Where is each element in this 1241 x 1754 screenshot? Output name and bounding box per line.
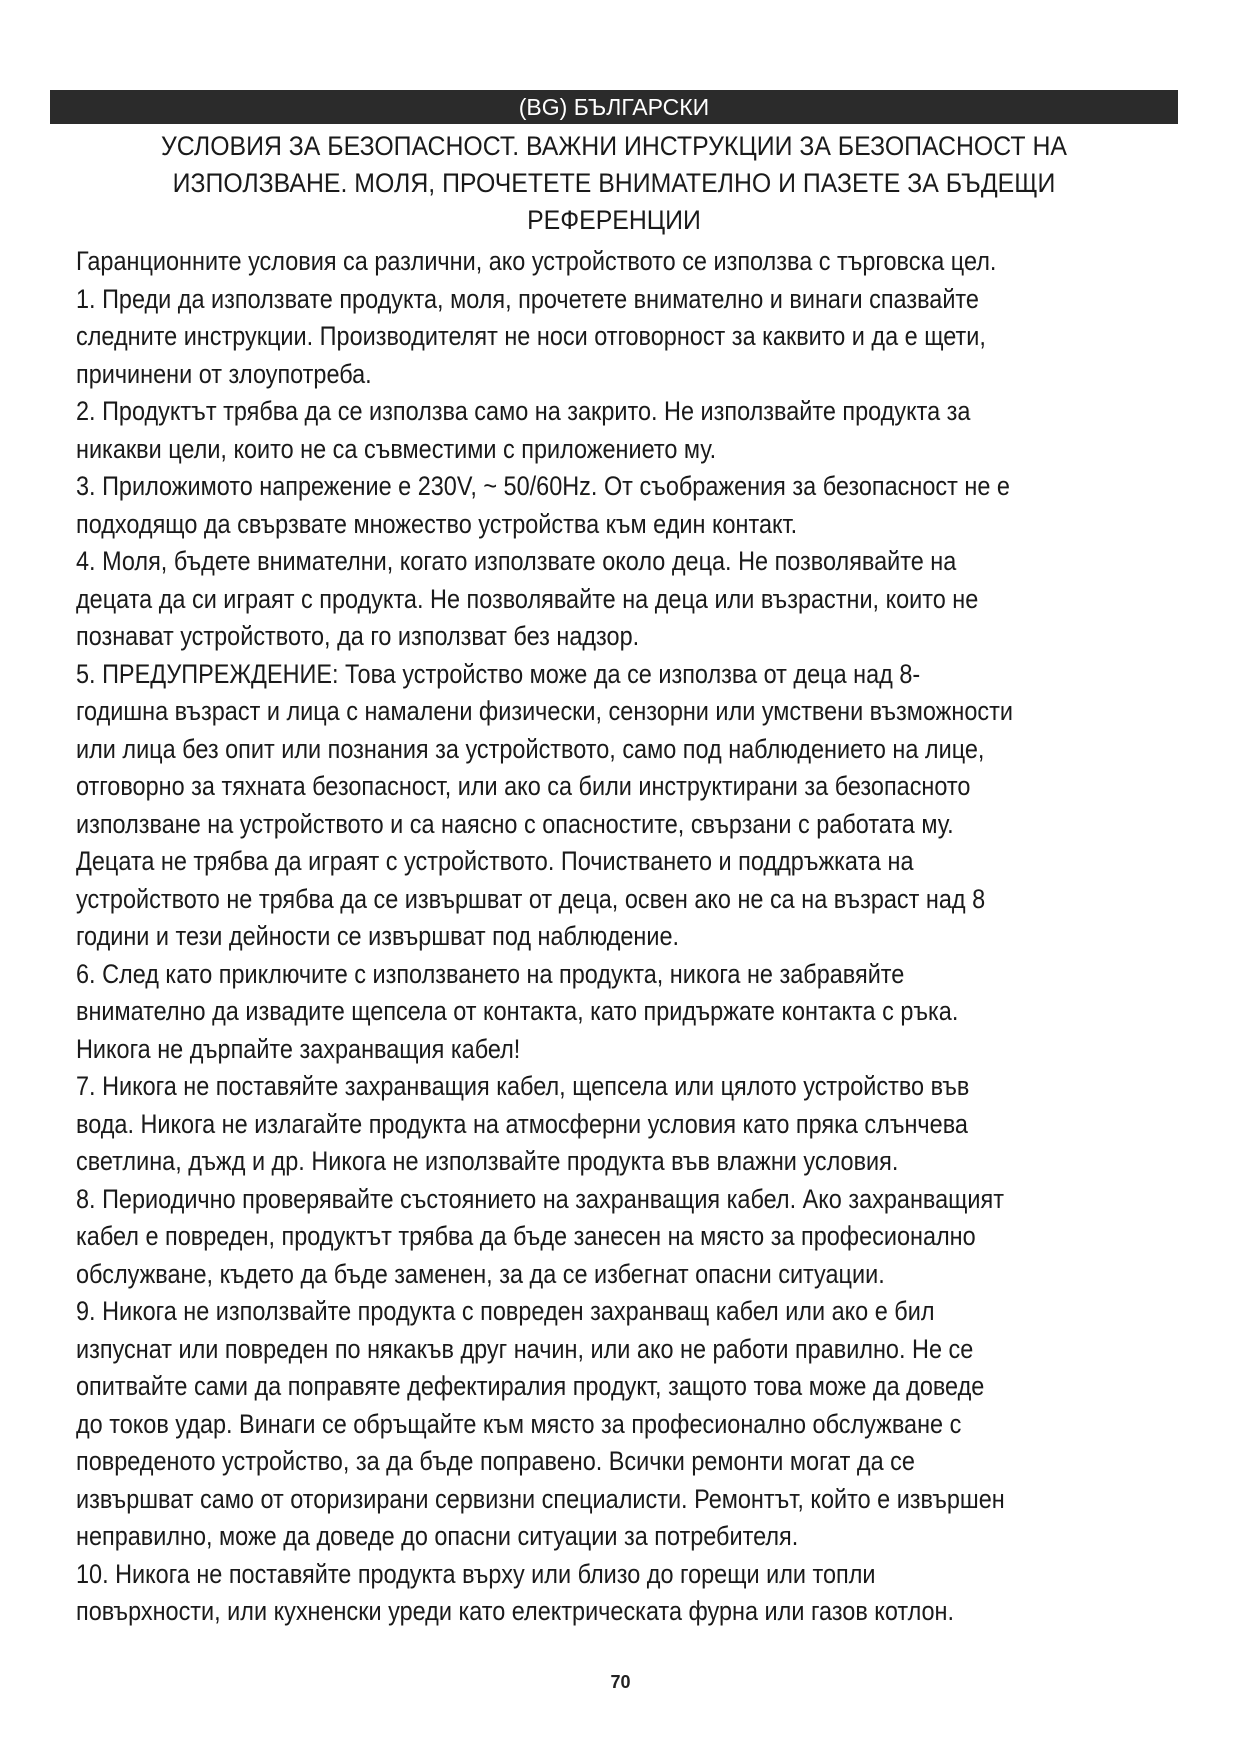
text-line: децата да си играят с продукта. Не позволявайте на деца или възрастни, които не — [76, 583, 979, 614]
text-line: 5. ПРЕДУПРЕЖДЕНИЕ: Това устройство може да се използва от деца над 8- — [76, 658, 921, 689]
text-line: използване на устройството и са наясно с опасностите, свързани с работата му. — [76, 808, 954, 839]
text-line: годишна възраст и лица с намалени физически, сензорни или умствени възможности — [76, 696, 1013, 726]
text-line: причинени от злоупотреба. — [76, 358, 372, 389]
text-line: Никога не дърпайте захранващия кабел! — [76, 1033, 521, 1064]
text-line: 10. Никога не поставяйте продукта върху или близо до горещи или топли — [76, 1558, 876, 1589]
text-line: 8. Периодично проверявайте състоянието на захранващия кабел. Ако захранващият — [76, 1183, 1004, 1214]
text-line: или лица без опит или познания за устройството, само под наблюдението на лице, — [76, 733, 985, 764]
text-line: вода. Никога не излагайте продукта на атмосферни условия като пряка слънчева — [76, 1108, 968, 1139]
page-number: 70 — [610, 1672, 631, 1692]
text-line: подходящо да свързвате множество устройства към един контакт. — [76, 508, 798, 539]
text-line: неправилно, може да доведе до опасни ситуации за потребителя. — [76, 1521, 799, 1551]
text-line: повреденото устройство, за да бъде поправено. Всички ремонти могат да се — [76, 1446, 915, 1476]
title-line: ИЗПОЛЗВАНЕ. МОЛЯ, ПРОЧЕТЕТЕ ВНИМАТЕЛНО И ПАЗЕТЕ ЗА БЪДЕЩИ — [172, 168, 1056, 198]
text-line: до токов удар. Винаги се обръщайте към място за професионално обслужване с — [76, 1408, 962, 1439]
language-header-bar — [50, 90, 1178, 124]
text-line: познават устройството, да го използват без надзор. — [76, 621, 640, 651]
text-line: обслужване, където да бъде заменен, за да се избегнат опасни ситуации. — [76, 1258, 885, 1289]
text-line: никакви цели, които не са съвместими с приложението му. — [76, 433, 717, 464]
text-line: кабел е повреден, продуктът трябва да бъде занесен на място за професионално — [76, 1221, 976, 1251]
text-line: 1. Преди да използвате продукта, моля, прочетете внимателно и винаги спазвайте — [76, 283, 979, 314]
language-label: (BG) БЪЛГАРСКИ — [518, 94, 710, 120]
text-line: 6. След като приключите с използването на продукта, никога не забравяйте — [76, 958, 905, 989]
text-line: изпуснат или повреден по някакъв друг начин, или ако не работи правилно. Не се — [76, 1333, 974, 1364]
text-line: Гаранционните условия са различни, ако устройството се използва с търговска цел. — [76, 246, 997, 276]
text-line: 9. Никога не използвайте продукта с повреден захранващ кабел или ако е бил — [76, 1296, 935, 1326]
text-line: години и тези дейности се извършват под наблюдение. — [76, 921, 680, 951]
text-line: извършват само от оторизирани сервизни специалисти. Ремонтът, който е извършен — [76, 1483, 1005, 1514]
text-line: 4. Моля, бъдете внимателни, когато използвате около деца. Не позволявайте на — [76, 546, 957, 576]
text-line: опитвайте сами да поправяте дефектиралия продукт, защото това може да доведе — [76, 1371, 985, 1401]
text-line: отговорно за тяхната безопасност, или ако са били инструктирани за безопасното — [76, 771, 971, 801]
text-line: внимателно да извадите щепсела от контакта, като придържате контакта с ръка. — [76, 996, 959, 1026]
text-line: 3. Приложимото напрежение е 230V, ~ 50/60Hz. От съображения за безопасност не е — [76, 471, 1010, 501]
text-line: 2. Продуктът трябва да се използва само на закрито. Не използвайте продукта за — [76, 396, 971, 426]
text-line: устройството не трябва да се извършват от деца, освен ако не са на възраст над 8 — [76, 883, 986, 914]
text-line: Децата не трябва да играят с устройството. Почистването и поддръжката на — [76, 846, 914, 876]
text-line: следните инструкции. Производителят не носи отговорност за каквито и да е щети, — [76, 321, 986, 351]
title-line: РЕФЕРЕНЦИИ — [527, 205, 701, 235]
text-line: 7. Никога не поставяйте захранващия кабел, щепсела или цялото устройство във — [76, 1071, 970, 1101]
instructions-body — [76, 243, 1196, 1631]
text-line: повърхности, или кухненски уреди като електрическата фурна или газов котлон. — [76, 1596, 955, 1626]
title-line: УСЛОВИЯ ЗА БЕЗОПАСНОСТ. ВАЖНИ ИНСТРУКЦИИ ЗА БЕЗОПАСНОСТ НА — [161, 131, 1067, 161]
safety-title — [104, 128, 1123, 239]
text-line: светлина, дъжд и др. Никога не използвайте продукта във влажни условия. — [76, 1146, 899, 1176]
